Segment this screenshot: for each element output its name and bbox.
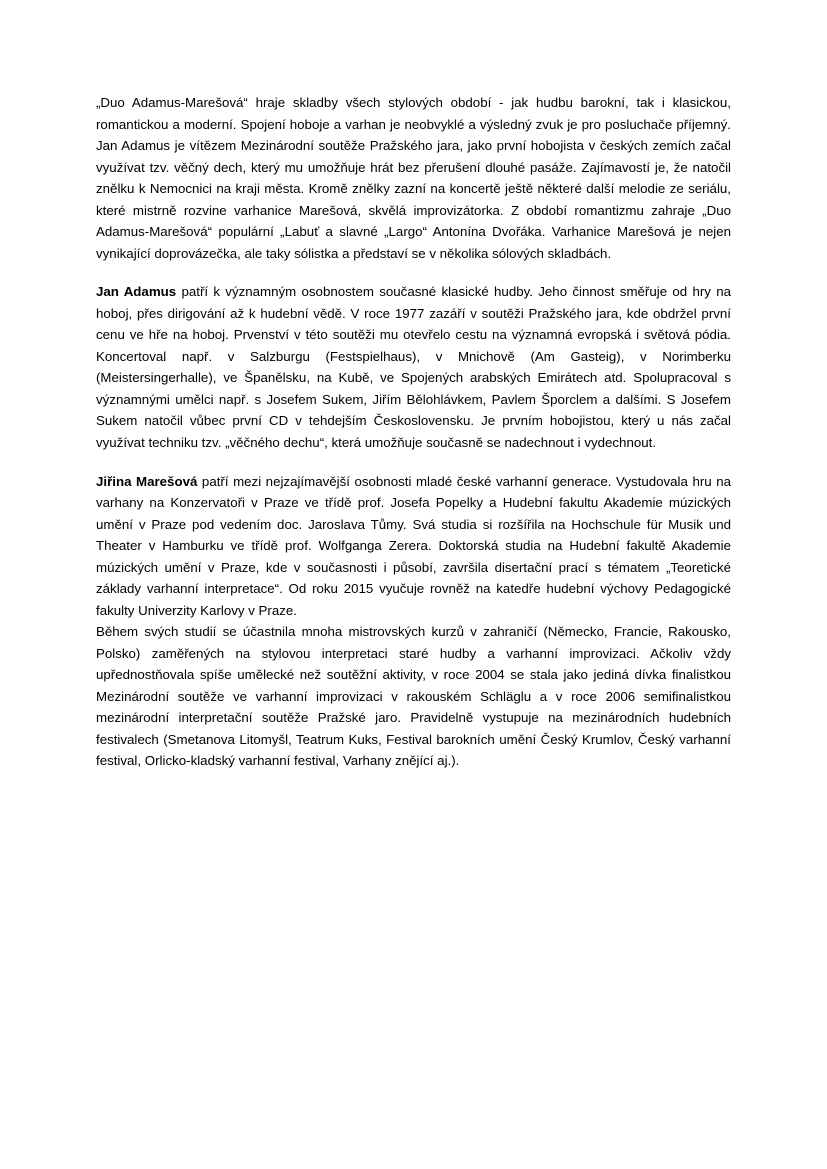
document-body <box>96 92 731 772</box>
paragraph-intro-text: „Duo Adamus-Marešová“ hraje skladby všech stylových období - jak hudbu barokní, tak i klasickou, romantickou a moderní. Spojení hoboje a varhan je neobvyklé a výsledný zvuk je pro posluchače příjemný. Jan Adamus je vítězem Mezinárodní soutěže Pražského jara, jako první hobojista v českých zemích začal využívat tzv. věčný dech, který mu umožňuje hrát bez přerušení dlouhé pasáže. Zajímavostí je, že natočil znělku k Nemocnici na kraji města. Kromě znělky zazní na koncertě ještě některé další melodie ze seriálu, které mistrně rozvine varhanice Marešová, skvělá improvizátorka. Z období romantizmu zahraje „Duo Adamus-Marešová“ populární „Labuť a slavné „Largo“ Antonína Dvořáka. Varhanice Marešová je nejen vynikající doprovázečka, ale taky sólistka a představí se v několika sólových skladbách. <box>96 95 731 261</box>
paragraph-jirina-maresova-2 <box>96 621 731 772</box>
paragraph-jan-adamus <box>96 281 731 453</box>
paragraph-jan-adamus-text: patří k významným osobnostem současné klasické hudby. Jeho činnost směřuje od hry na hoboj, přes dirigování až k hudební vědě. V roce 1977 zazáří v soutěži Pražského jara, kde obdržel první cenu ve hře na hoboj. Prvenství v této soutěži mu otevřelo cestu na významná evropská i světová pódia. Koncertoval např. v Salzburgu (Festspielhaus), v Mnichově (Am Gasteig), v Norimberku (Meistersingerhalle), ve Španělsku, na Kubě, ve Spojených arabských Emirátech atd. Spolupracoval s významnými umělci např. s Josefem Sukem, Jiřím Bělohlávkem, Pavlem Šporclem a dalšími. S Josefem Sukem natočil vůbec první CD v tehdejším Československu. Je prvním hobojistou, který u nás začal využívat techniku tzv. „věčného dechu“, která umožňuje současně se nadechnout i vydechnout. <box>96 284 731 450</box>
artist-name-jirina-maresova: Jiřina Marešová <box>96 473 198 489</box>
artist-name-jan-adamus: Jan Adamus <box>96 284 177 300</box>
paragraph-intro <box>96 92 731 264</box>
paragraph-jirina-maresova-2-text: Během svých studií se účastnila mnoha mistrovských kurzů v zahraničí (Německo, Francie, Rakousko, Polsko) zaměřených na stylovou interpretaci staré hudby a varhanní improvizaci. Ačkoliv vždy upřednostňovala spíše umělecké než soutěžní aktivity, v roce 2004 se stala jako jediná dívka finalistkou Mezinárodní soutěže ve varhanní improvizaci v rakouském Schläglu a v roce 2006 semifinalistkou mezinárodní interpretační soutěže Pražské jaro. Pravidelně vystupuje na mezinárodních hudebních festivalech (Smetanova Litomyšl, Teatrum Kuks, Festival barokních umění Český Krumlov, Český varhanní festival, Orlicko-kladský varhanní festival, Varhany znějící aj.). <box>96 624 731 769</box>
paragraph-jirina-maresova-1-text: patří mezi nejzajímavější osobnosti mladé české varhanní generace. Vystudovala hru na varhany na Konzervatoři v Praze ve třídě prof. Josefa Popelky a Hudební fakultu Akademie múzických umění v Praze pod vedením doc. Jaroslava Tůmy. Svá studia si rozšířila na Hochschule für Musik und Theater v Hamburku ve třídě prof. Wolfganga Zerera. Doktorská studia na Hudební fakultě Akademie múzických umění v Praze, kde v současnosti i působí, završila disertační prací s tématem „Teoretické základy varhanní interpretace“. Od roku 2015 vyučuje rovněž na katedře hudební výchovy Pedagogické fakulty Univerzity Karlovy v Praze. <box>96 473 731 618</box>
paragraph-jirina-maresova-1 <box>96 471 731 622</box>
